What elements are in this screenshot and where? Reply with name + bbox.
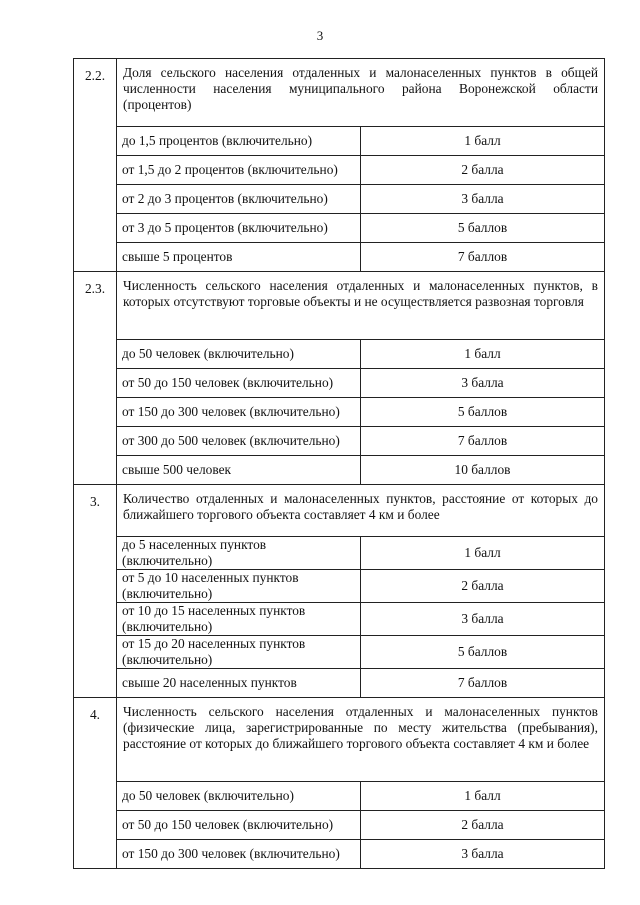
- criterion-label: от 50 до 150 человек (включительно): [117, 369, 361, 398]
- criterion-label: от 1,5 до 2 процентов (включительно): [117, 156, 361, 185]
- criterion-score: 3 балла: [361, 840, 605, 869]
- criterion-label: до 5 населенных пунктов (включительно): [117, 537, 361, 570]
- criterion-label: от 300 до 500 человек (включительно): [117, 427, 361, 456]
- section-header: [74, 485, 605, 537]
- criterion-score: 5 баллов: [361, 636, 605, 669]
- criterion-score: 1 балл: [361, 782, 605, 811]
- criteria-table: [73, 58, 605, 869]
- criterion-score: 2 балла: [361, 156, 605, 185]
- criterion-label: свыше 20 населенных пунктов: [117, 669, 361, 698]
- criterion-score: 5 баллов: [361, 398, 605, 427]
- section-number: 4.: [74, 698, 117, 869]
- criterion-score: 1 балл: [361, 340, 605, 369]
- table-row: [74, 570, 605, 603]
- criterion-label: до 50 человек (включительно): [117, 782, 361, 811]
- criterion-score: 7 баллов: [361, 427, 605, 456]
- criterion-label: свыше 5 процентов: [117, 243, 361, 272]
- criterion-label: до 1,5 процентов (включительно): [117, 127, 361, 156]
- section-title: Количество отдаленных и малонаселенных пунктов, расстояние от которых до ближайшего торгового объекта составляет 4 км и более: [117, 485, 605, 537]
- criterion-score: 1 балл: [361, 537, 605, 570]
- section-title: Доля сельского населения отдаленных и малонаселенных пунктов в общей численности населения муниципального района Воронежской области (процентов): [117, 59, 605, 127]
- table-row: [74, 369, 605, 398]
- table-row: [74, 811, 605, 840]
- section-number: 2.2.: [74, 59, 117, 272]
- criterion-label: от 15 до 20 населенных пунктов (включительно): [117, 636, 361, 669]
- criterion-score: 10 баллов: [361, 456, 605, 485]
- criterion-score: 3 балла: [361, 185, 605, 214]
- section-header: [74, 698, 605, 782]
- criterion-label: от 150 до 300 человек (включительно): [117, 398, 361, 427]
- criterion-score: 1 балл: [361, 127, 605, 156]
- table-row: [74, 456, 605, 485]
- table-row: [74, 398, 605, 427]
- section-header: [74, 59, 605, 127]
- table-row: [74, 669, 605, 698]
- section-number: 3.: [74, 485, 117, 698]
- criterion-label: от 5 до 10 населенных пунктов (включительно): [117, 570, 361, 603]
- table-row: [74, 156, 605, 185]
- criterion-score: 5 баллов: [361, 214, 605, 243]
- table-row: [74, 214, 605, 243]
- criterion-score: 7 баллов: [361, 669, 605, 698]
- table-row: [74, 185, 605, 214]
- criterion-label: свыше 500 человек: [117, 456, 361, 485]
- table-row: [74, 603, 605, 636]
- criterion-score: 2 балла: [361, 570, 605, 603]
- section-title: Численность сельского населения отдаленных и малонаселенных пунктов, в которых отсутствуют торговые объекты и не осуществляется развозная торговля: [117, 272, 605, 340]
- criterion-score: 7 баллов: [361, 243, 605, 272]
- table-row: [74, 127, 605, 156]
- criterion-label: от 3 до 5 процентов (включительно): [117, 214, 361, 243]
- table-row: [74, 636, 605, 669]
- section-number: 2.3.: [74, 272, 117, 485]
- table-row: [74, 782, 605, 811]
- section-header: [74, 272, 605, 340]
- criterion-label: от 2 до 3 процентов (включительно): [117, 185, 361, 214]
- table-row: [74, 243, 605, 272]
- section-title: Численность сельского населения отдаленных и малонаселенных пунктов (физические лица, зарегистрированные по месту жительства (пребывания), расстояние от которых до ближайшего торгового объекта составляет 4 км и более: [117, 698, 605, 782]
- criterion-label: от 150 до 300 человек (включительно): [117, 840, 361, 869]
- criterion-label: от 10 до 15 населенных пунктов (включительно): [117, 603, 361, 636]
- page-number: 3: [316, 28, 324, 43]
- table-row: [74, 840, 605, 869]
- table-row: [74, 537, 605, 570]
- criterion-score: 2 балла: [361, 811, 605, 840]
- criterion-label: от 50 до 150 человек (включительно): [117, 811, 361, 840]
- criterion-label: до 50 человек (включительно): [117, 340, 361, 369]
- criterion-score: 3 балла: [361, 603, 605, 636]
- criterion-score: 3 балла: [361, 369, 605, 398]
- table-row: [74, 427, 605, 456]
- table-row: [74, 340, 605, 369]
